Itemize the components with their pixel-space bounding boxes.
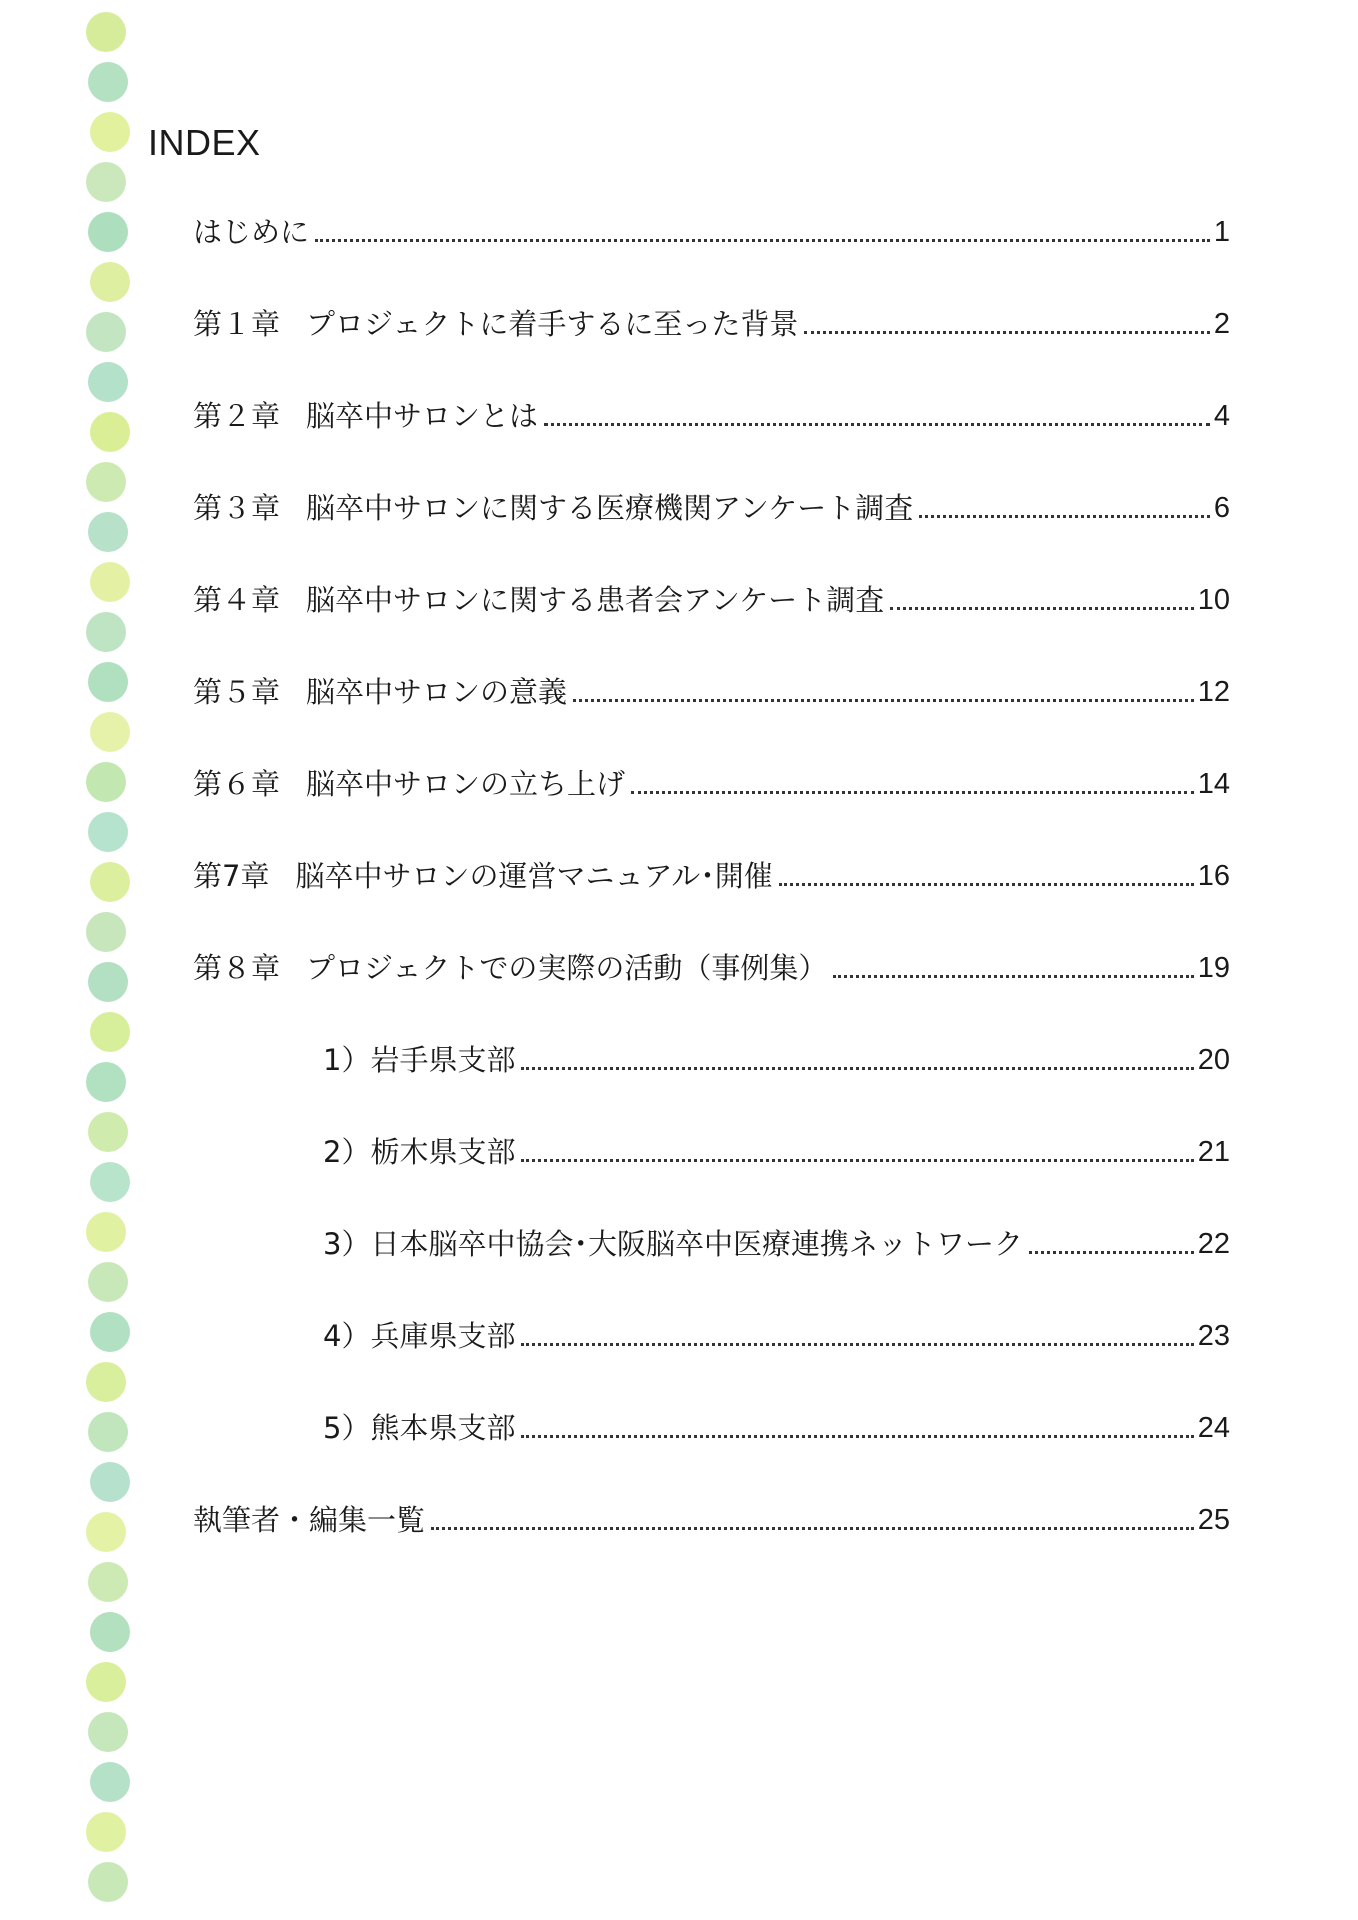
- dot-leader: [521, 1067, 1193, 1070]
- decorative-dot: [90, 1312, 130, 1352]
- decorative-dot: [88, 962, 128, 1002]
- toc-subentry-page: 23: [1197, 1320, 1230, 1352]
- page-title: INDEX: [148, 122, 261, 163]
- toc-chapter-number: 第7章: [193, 859, 270, 893]
- decorative-dot: [90, 1612, 130, 1652]
- toc-subentry-label: 3）日本脳卒中協会･大阪脳卒中医療連携ネットワーク: [323, 1227, 1023, 1261]
- decorative-dot: [88, 662, 128, 702]
- decorative-dot: [86, 1662, 126, 1702]
- toc-subentry-2[interactable]: [323, 1130, 1230, 1174]
- decorative-dot: [86, 912, 126, 952]
- decorative-dot: [90, 862, 130, 902]
- toc-entry-label: 脳卒中サロンの立ち上げ: [306, 767, 626, 801]
- decorative-dot: [88, 212, 128, 252]
- toc-entry-chapter-4[interactable]: [193, 578, 1230, 622]
- toc-chapter-number: 第１章: [193, 307, 281, 341]
- toc-subentry-label: 1）岩手県支部: [323, 1043, 516, 1077]
- dot-leader: [919, 515, 1210, 518]
- toc-subentry-page: 24: [1197, 1412, 1230, 1444]
- dot-leader: [1029, 1251, 1194, 1254]
- decorative-dot: [86, 612, 126, 652]
- dot-leader: [779, 883, 1194, 886]
- toc-entry-label: はじめに: [193, 215, 310, 249]
- toc-chapter-number: 第３章: [193, 491, 281, 525]
- toc-entry-label: 脳卒中サロンの意義: [306, 675, 568, 709]
- decorative-dot: [90, 1762, 130, 1802]
- decorative-dot: [90, 262, 130, 302]
- decorative-dot: [88, 62, 128, 102]
- decorative-dot: [90, 1162, 130, 1202]
- decorative-dot: [88, 812, 128, 852]
- decorative-dot: [90, 712, 130, 752]
- toc-subentry-page: 22: [1197, 1228, 1230, 1260]
- dot-leader: [521, 1343, 1193, 1346]
- toc-entry-intro[interactable]: [193, 210, 1230, 254]
- decorative-dot: [88, 1562, 128, 1602]
- toc-entry-label: プロジェクトに着手するに至った背景: [306, 307, 799, 341]
- dot-leader: [833, 975, 1193, 978]
- decorative-dot: [86, 1212, 126, 1252]
- toc-entry-chapter-8[interactable]: [193, 946, 1230, 990]
- toc-entry-chapter-7[interactable]: [193, 854, 1230, 898]
- toc-entry-page: 1: [1213, 216, 1230, 248]
- dot-leader: [521, 1435, 1193, 1438]
- toc-entry-page: 12: [1197, 676, 1230, 708]
- toc-chapter-number: 第４章: [193, 583, 281, 617]
- decorative-dot: [90, 1012, 130, 1052]
- toc-entry-contributors[interactable]: [193, 1498, 1230, 1542]
- dot-leader: [631, 791, 1194, 794]
- toc-chapter-number: 第５章: [193, 675, 281, 709]
- decorative-dot: [86, 1362, 126, 1402]
- toc-subentry-3[interactable]: [323, 1222, 1230, 1266]
- toc-entry-label: プロジェクトでの実際の活動（事例集）: [306, 951, 828, 985]
- decorative-dot: [86, 162, 126, 202]
- decorative-dot: [88, 1712, 128, 1752]
- toc-subentry-4[interactable]: [323, 1314, 1230, 1358]
- toc-entry-chapter-2[interactable]: [193, 394, 1230, 438]
- decorative-dot: [86, 1062, 126, 1102]
- decorative-dot: [86, 312, 126, 352]
- toc-entry-chapter-3[interactable]: [193, 486, 1230, 530]
- decorative-dot: [90, 412, 130, 452]
- dot-leader: [521, 1159, 1193, 1162]
- toc-entry-page: 4: [1213, 400, 1230, 432]
- toc-subentry-page: 20: [1197, 1044, 1230, 1076]
- toc-entry-chapter-1[interactable]: [193, 302, 1230, 346]
- decorative-dot: [88, 362, 128, 402]
- toc-subentry-label: 2）栃木県支部: [323, 1135, 516, 1169]
- decorative-dot-column: [0, 0, 140, 1920]
- toc-entry-label: 執筆者・編集一覧: [193, 1503, 426, 1537]
- decorative-dot: [86, 12, 126, 52]
- decorative-dot: [86, 1512, 126, 1552]
- decorative-dot: [86, 762, 126, 802]
- decorative-dot: [90, 562, 130, 602]
- decorative-dot: [88, 1262, 128, 1302]
- toc-entry-chapter-6[interactable]: [193, 762, 1230, 806]
- dot-leader: [573, 699, 1194, 702]
- toc-entry-page: 6: [1213, 492, 1230, 524]
- toc-entry-label: 脳卒中サロンに関する医療機関アンケート調査: [306, 491, 914, 525]
- decorative-dot: [88, 1412, 128, 1452]
- toc-chapter-number: 第６章: [193, 767, 281, 801]
- toc-chapter-number: 第８章: [193, 951, 281, 985]
- toc-entry-label: 脳卒中サロンとは: [306, 399, 539, 433]
- toc-entry-label: 脳卒中サロンに関する患者会アンケート調査: [306, 583, 885, 617]
- toc-subentry-label: 4）兵庫県支部: [323, 1319, 516, 1353]
- dot-leader: [544, 423, 1210, 426]
- toc-subentry-page: 21: [1197, 1136, 1230, 1168]
- toc-subentry-5[interactable]: [323, 1406, 1230, 1450]
- decorative-dot: [90, 112, 130, 152]
- toc-entry-chapter-5[interactable]: [193, 670, 1230, 714]
- toc-entry-page: 19: [1197, 952, 1230, 984]
- toc-entry-page: 16: [1197, 860, 1230, 892]
- decorative-dot: [86, 462, 126, 502]
- toc-subentry-1[interactable]: [323, 1038, 1230, 1082]
- decorative-dot: [86, 1812, 126, 1852]
- toc-entry-page: 10: [1197, 584, 1230, 616]
- dot-leader: [890, 607, 1193, 610]
- dot-leader: [804, 331, 1209, 334]
- dot-leader: [431, 1527, 1194, 1530]
- decorative-dot: [90, 1462, 130, 1502]
- toc-entry-label: 脳卒中サロンの運営マニュアル･開催: [295, 859, 773, 893]
- decorative-dot: [88, 1862, 128, 1902]
- toc-chapter-number: 第２章: [193, 399, 281, 433]
- toc-entry-page: 2: [1213, 308, 1230, 340]
- toc-entry-page: 14: [1197, 768, 1230, 800]
- toc-subentry-label: 5）熊本県支部: [323, 1411, 516, 1445]
- decorative-dot: [88, 512, 128, 552]
- toc-entry-page: 25: [1197, 1504, 1230, 1536]
- decorative-dot: [88, 1112, 128, 1152]
- dot-leader: [315, 239, 1210, 242]
